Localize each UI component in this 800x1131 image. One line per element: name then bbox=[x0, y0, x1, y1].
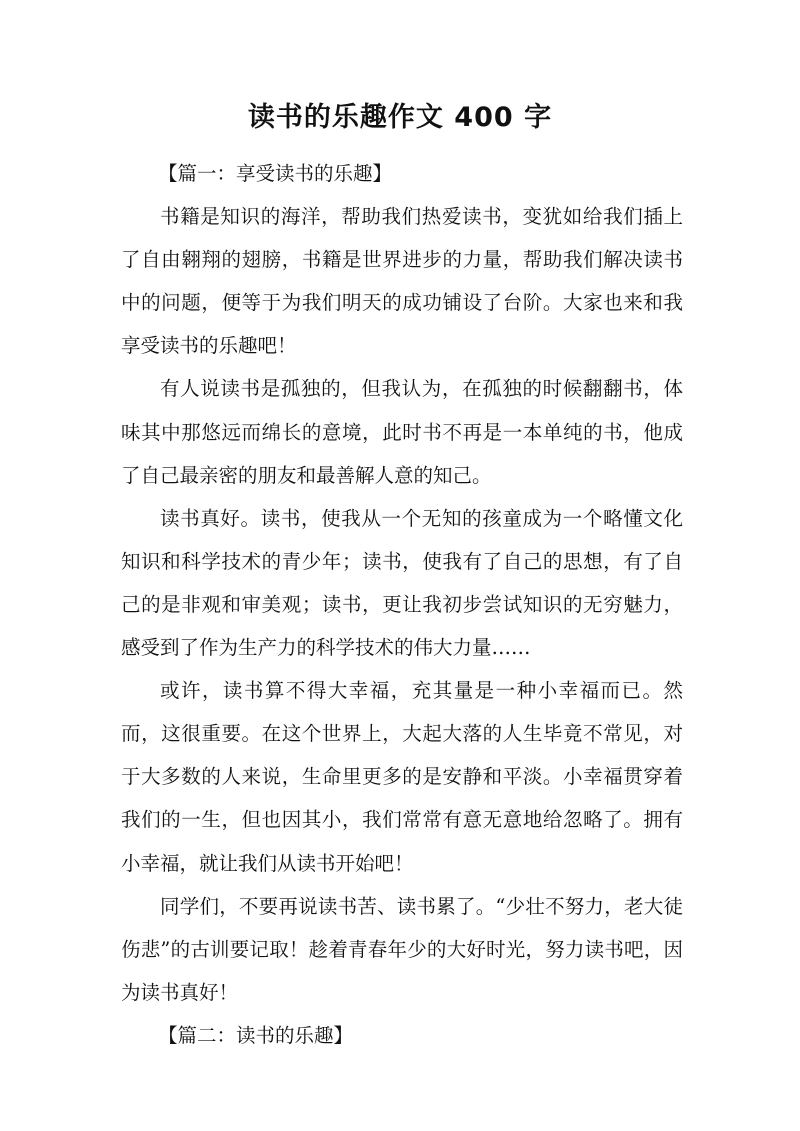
paragraph-4: 或许，读书算不得大幸福，充其量是一种小幸福而已。然而，这很重要。在这个世界上，大起大落的人生毕竟不常见，对于大多数的人来说，生命里更多的是安静和平淡。小幸福贯穿着我们的一生，但也因其小，我们常常有意无意地给忽略了。拥有小幸福，就让我们从读书开始吧！ bbox=[121, 679, 683, 875]
paragraph-1: 书籍是知识的海洋，帮助我们热爱读书，变犹如给我们插上了自由翱翔的翅膀，书籍是世界进步的力量，帮助我们解决读书中的问题，便等于为我们明天的成功铺设了台阶。大家也来和我享受读书的乐趣吧！ bbox=[121, 205, 683, 358]
paragraph-2: 有人说读书是孤独的，但我认为，在孤独的时候翻翻书，体味其中那悠远而绵长的意境，此时书不再是一本单纯的书，他成了自己最亲密的朋友和最善解人意的知己。 bbox=[121, 377, 683, 487]
document-title: 读书的乐趣作文 400 字 bbox=[247, 102, 553, 133]
paragraph-5: 同学们，不要再说读书苦、读书累了。“少壮不努力，老大徒伤悲”的古训要记取！趁着青春年少的大好时光，努力读书吧，因为读书真好！ bbox=[121, 894, 683, 1004]
section-1-heading: 【篇一：享受读书的乐趣】 bbox=[158, 162, 393, 185]
paragraph-3: 读书真好。读书，使我从一个无知的孩童成为一个略懂文化知识和科学技术的青少年；读书，使我有了自己的思想，有了自己的是非观和审美观；读书，更让我初步尝试知识的无穷魅力，感受到了作为生产力的科学技术的伟大力量…… bbox=[121, 506, 683, 660]
document-body bbox=[121, 152, 683, 1057]
section-2-heading: 【篇二：读书的乐趣】 bbox=[158, 1023, 354, 1047]
